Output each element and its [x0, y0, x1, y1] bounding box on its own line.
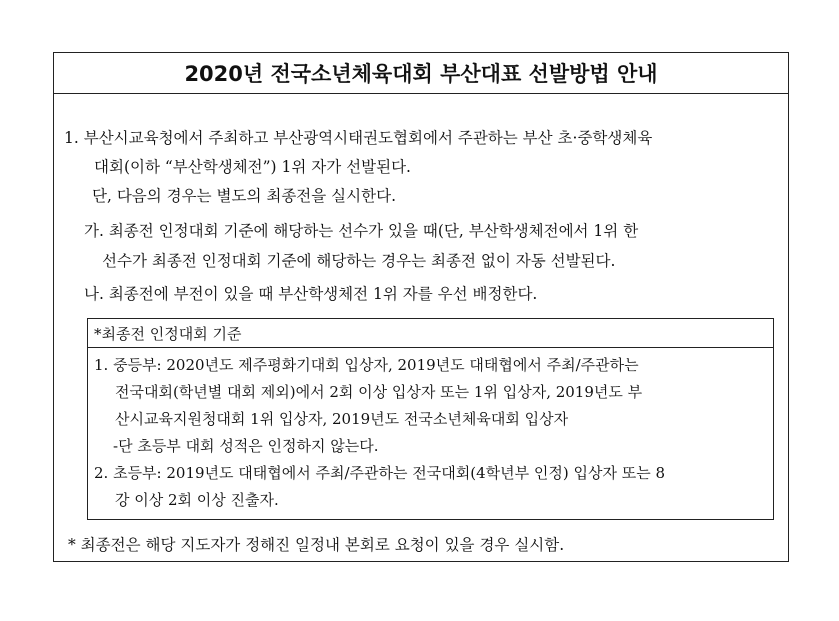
- criteria-title: *최종전 인정대회 기준: [94, 325, 242, 343]
- criteria-middle-note: -단 초등부 대회 성적은 인정하지 않는다.: [113, 437, 379, 455]
- criteria-box: [87, 318, 774, 520]
- rule-1-line-2: 대회(이하 “부산학생체전”) 1위 자가 선발된다.: [94, 158, 411, 176]
- criteria-middle-line-2: 전국대회(학년별 대회 제외)에서 2회 이상 입상자 또는 1위 입상자, 2019년도 부: [115, 383, 643, 401]
- criteria-middle-line-1: 1. 중등부: 2020년도 제주평화기대회 입상자, 2019년도 대태협에서 주최/주관하는: [94, 356, 639, 374]
- title-row: [54, 53, 788, 94]
- criteria-middle-line-3: 산시교육지원청대회 1위 입상자, 2019년도 전국소년체육대회 입상자: [115, 410, 569, 428]
- rule-na: 나. 최종전에 부전이 있을 때 부산학생체전 1위 자를 우선 배정한다.: [84, 285, 538, 303]
- criteria-elementary-line-1: 2. 초등부: 2019년도 대태협에서 주최/주관하는 전국대회(4학년부 인정) 입상자 또는 8: [94, 464, 665, 482]
- rule-ga-line-1: 가. 최종전 인정대회 기준에 해당하는 선수가 있을 때(단, 부산학생체전에서 1위 한: [84, 222, 639, 240]
- notice-title: 2020년 전국소년체육대회 부산대표 선발방법 안내: [184, 62, 658, 86]
- rule-1-line-1: 1. 부산시교육청에서 주최하고 부산광역시태권도협회에서 주관하는 부산 초·중학생체육: [64, 129, 653, 147]
- footnote: * 최종전은 해당 지도자가 정해진 일정내 본회로 요청이 있을 경우 실시함.: [68, 536, 565, 554]
- notice-frame: [53, 52, 789, 562]
- criteria-elementary-line-2: 강 이상 2회 이상 진출자.: [115, 491, 279, 509]
- rule-1-exception: 단, 다음의 경우는 별도의 최종전을 실시한다.: [92, 187, 397, 205]
- criteria-header: [88, 319, 773, 348]
- rule-ga-line-2: 선수가 최종전 인정대회 기준에 해당하는 경우는 최종전 없이 자동 선발된다.: [102, 252, 616, 270]
